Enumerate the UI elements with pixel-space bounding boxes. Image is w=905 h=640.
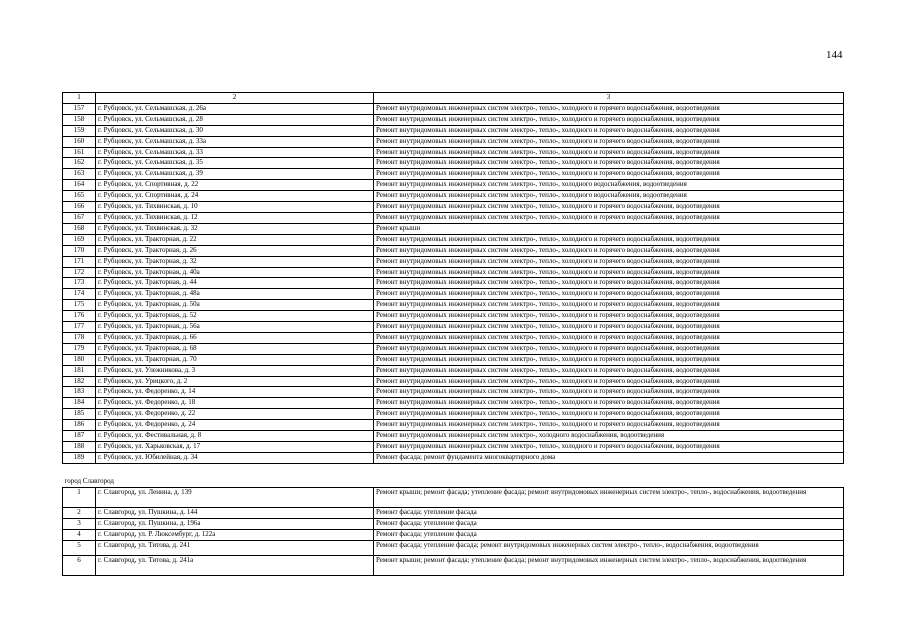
row-work: Ремонт крыши; ремонт фасада; утепление фасада; ремонт внутридомовых инженерных систем электро-, тепло-, водоснабжения, водоотведения bbox=[374, 555, 844, 575]
row-number: 173 bbox=[63, 278, 96, 289]
row-work: Ремонт внутридомовых инженерных систем электро-, тепло-, холодного и горячего водоснабжения, водоотведения bbox=[374, 409, 844, 420]
row-address: г. Рубцовск, ул. Тихвинская, д. 10 bbox=[96, 202, 374, 213]
row-number: 164 bbox=[63, 180, 96, 191]
page-number: 144 bbox=[826, 49, 843, 61]
row-work: Ремонт внутридомовых инженерных систем электро-, тепло-, холодного и горячего водоснабжения, водоотведения bbox=[374, 387, 844, 398]
row-number: 181 bbox=[63, 365, 96, 376]
row-work: Ремонт внутридомовых инженерных систем электро-, тепло-, холодного и горячего водоснабжения, водоотведения bbox=[374, 376, 844, 387]
row-address: г. Рубцовск, ул. Сельмашская, д. 26а bbox=[96, 103, 374, 114]
row-number: 2 bbox=[63, 507, 96, 518]
row-work: Ремонт внутридомовых инженерных систем электро-, тепло-, холодного и горячего водоснабжения, водоотведения bbox=[374, 343, 844, 354]
row-number: 174 bbox=[63, 289, 96, 300]
row-work: Ремонт внутридомовых инженерных систем электро-, тепло-, холодного и горячего водоснабжения, водоотведения bbox=[374, 300, 844, 311]
row-work: Ремонт внутридомовых инженерных систем электро-, тепло-, холодного и горячего водоснабжения, водоотведения bbox=[374, 278, 844, 289]
table-row bbox=[63, 420, 844, 431]
row-number: 167 bbox=[63, 212, 96, 223]
row-work: Ремонт внутридомовых инженерных систем электро-, тепло-, холодного и горячего водоснабжения, водоотведения bbox=[374, 398, 844, 409]
row-address: г. Рубцовск, ул. Тракторная, д. 68 bbox=[96, 343, 374, 354]
row-work: Ремонт внутридомовых инженерных систем электро-, тепло-, холодного водоснабжения, водоотведения bbox=[374, 191, 844, 202]
row-work: Ремонт крыши; ремонт фасада; утепление фасада; ремонт внутридомовых инженерных систем электро-, тепло-, водоснабжения, водоотведения bbox=[374, 487, 844, 507]
row-number: 5 bbox=[63, 540, 96, 555]
row-work: Ремонт внутридомовых инженерных систем электро-, тепло-, холодного и горячего водоснабжения, водоотведения bbox=[374, 256, 844, 267]
row-number: 182 bbox=[63, 376, 96, 387]
row-number: 1 bbox=[63, 487, 96, 507]
table-row bbox=[63, 191, 844, 202]
row-address: г. Славгород, ул. Титова, д. 241 bbox=[96, 540, 374, 555]
row-address: г. Рубцовск, ул. Федоренко, д. 18 bbox=[96, 398, 374, 409]
row-number: 161 bbox=[63, 147, 96, 158]
row-address: г. Рубцовск, ул. Спортивная, д. 22 bbox=[96, 180, 374, 191]
table-row bbox=[63, 267, 844, 278]
table-row bbox=[63, 487, 844, 507]
row-address: г. Рубцовск, ул. Тихвинская, д. 12 bbox=[96, 212, 374, 223]
table-row bbox=[63, 125, 844, 136]
row-work: Ремонт внутридомовых инженерных систем электро-, тепло-, холодного и горячего водоснабжения, водоотведения bbox=[374, 420, 844, 431]
row-address: г. Рубцовск, ул. Сельмашская, д. 30 bbox=[96, 125, 374, 136]
table-row bbox=[63, 518, 844, 529]
row-address: г. Славгород, ул. Ленина, д. 139 bbox=[96, 487, 374, 507]
row-work: Ремонт фасада; утепление фасада bbox=[374, 507, 844, 518]
table-row bbox=[63, 289, 844, 300]
row-address: г. Рубцовск, ул. Тракторная, д. 48а bbox=[96, 289, 374, 300]
row-address: г. Рубцовск, ул. Фестивальная, д. 8 bbox=[96, 431, 374, 442]
row-address: г. Славгород, ул. Пушкина, д. 196а bbox=[96, 518, 374, 529]
row-address: г. Рубцовск, ул. Федоренко, д. 14 bbox=[96, 387, 374, 398]
row-address: г. Рубцовск, ул. Урицкого, д. 2 bbox=[96, 376, 374, 387]
row-work: Ремонт фасада; утепление фасада bbox=[374, 529, 844, 540]
row-address: г. Рубцовск, ул. Сельмашская, д. 33 bbox=[96, 147, 374, 158]
row-address: г. Славгород, ул. Пушкина, д. 144 bbox=[96, 507, 374, 518]
row-address: г. Рубцовск, ул. Тракторная, д. 32 bbox=[96, 256, 374, 267]
section-heading: город Славгород bbox=[64, 476, 114, 485]
table-row bbox=[63, 452, 844, 463]
row-work: Ремонт фасада; утепление фасада; ремонт внутридомовых инженерных систем электро-, тепло-, водоснабжения, водоотведения bbox=[374, 540, 844, 555]
row-work: Ремонт внутридомовых инженерных систем электро-, тепло-, холодного и горячего водоснабжения, водоотведения bbox=[374, 114, 844, 125]
row-work: Ремонт внутридомовых инженерных систем электро-, тепло-, холодного и горячего водоснабжения, водоотведения bbox=[374, 158, 844, 169]
row-number: 187 bbox=[63, 431, 96, 442]
table-row bbox=[63, 158, 844, 169]
row-number: 177 bbox=[63, 322, 96, 333]
row-number: 3 bbox=[63, 518, 96, 529]
table-row bbox=[63, 555, 844, 575]
row-work: Ремонт внутридомовых инженерных систем электро-, тепло-, холодного и горячего водоснабжения, водоотведения bbox=[374, 234, 844, 245]
table-row bbox=[63, 343, 844, 354]
row-address: г. Рубцовск, ул. Федоренко, д. 24 bbox=[96, 420, 374, 431]
row-address: г. Рубцовск, ул. Харьковская, д. 17 bbox=[96, 442, 374, 453]
table-header-row bbox=[63, 93, 844, 104]
row-number: 168 bbox=[63, 223, 96, 234]
row-number: 6 bbox=[63, 555, 96, 575]
table-row bbox=[63, 136, 844, 147]
row-work: Ремонт внутридомовых инженерных систем электро-, тепло-, холодного и горячего водоснабжения, водоотведения bbox=[374, 311, 844, 322]
row-number: 176 bbox=[63, 311, 96, 322]
row-address: г. Рубцовск, ул. Тракторная, д. 56а bbox=[96, 322, 374, 333]
row-number: 185 bbox=[63, 409, 96, 420]
table-row bbox=[63, 103, 844, 114]
row-work: Ремонт крыши bbox=[374, 223, 844, 234]
row-address: г. Рубцовск, ул. Федоренко, д. 22 bbox=[96, 409, 374, 420]
table-row bbox=[63, 223, 844, 234]
row-address: г. Рубцовск, ул. Тракторная, д. 44 bbox=[96, 278, 374, 289]
table-row bbox=[63, 354, 844, 365]
row-address: г. Рубцовск, ул. Тракторная, д. 66 bbox=[96, 332, 374, 343]
repair-table bbox=[62, 92, 844, 576]
row-address: г. Славгород, ул. Титова, д. 241а bbox=[96, 555, 374, 575]
table-row bbox=[63, 442, 844, 453]
row-work: Ремонт внутридомовых инженерных систем электро-, тепло-, холодного и горячего водоснабжения, водоотведения bbox=[374, 245, 844, 256]
row-work: Ремонт внутридомовых инженерных систем электро-, тепло-, холодного и горячего водоснабжения, водоотведения bbox=[374, 136, 844, 147]
row-number: 180 bbox=[63, 354, 96, 365]
header-col-1: 1 bbox=[63, 93, 96, 104]
row-work: Ремонт внутридомовых инженерных систем электро-, тепло-, холодного и горячего водоснабжения, водоотведения bbox=[374, 332, 844, 343]
row-address: г. Рубцовск, ул. Спортивная, д. 24 bbox=[96, 191, 374, 202]
row-number: 171 bbox=[63, 256, 96, 267]
row-address: г. Рубцовск, ул. Сельмашская, д. 35 bbox=[96, 158, 374, 169]
row-work: Ремонт внутридомовых инженерных систем электро-, тепло-, холодного и горячего водоснабжения, водоотведения bbox=[374, 354, 844, 365]
repair-table-body bbox=[63, 93, 844, 576]
row-address: г. Рубцовск, ул. Тракторная, д. 52 bbox=[96, 311, 374, 322]
row-address: г. Рубцовск, ул. Тракторная, д. 26 bbox=[96, 245, 374, 256]
table-row bbox=[63, 409, 844, 420]
row-work: Ремонт внутридомовых инженерных систем электро-, тепло-, холодного и горячего водоснабжения, водоотведения bbox=[374, 202, 844, 213]
row-number: 159 bbox=[63, 125, 96, 136]
row-work: Ремонт внутридомовых инженерных систем электро-, тепло-, холодного и горячего водоснабжения, водоотведения bbox=[374, 212, 844, 223]
row-address: г. Рубцовск, ул. Улежникова, д. 3 bbox=[96, 365, 374, 376]
row-work: Ремонт внутридомовых инженерных систем электро-, тепло-, холодного и горячего водоснабжения, водоотведения bbox=[374, 169, 844, 180]
table-row bbox=[63, 202, 844, 213]
row-number: 158 bbox=[63, 114, 96, 125]
table-row bbox=[63, 398, 844, 409]
row-number: 169 bbox=[63, 234, 96, 245]
table-row bbox=[63, 234, 844, 245]
header-col-3: 3 bbox=[374, 93, 844, 104]
row-address: г. Рубцовск, ул. Сельмашская, д. 39 bbox=[96, 169, 374, 180]
row-work: Ремонт внутридомовых инженерных систем электро-, тепло-, холодного и горячего водоснабжения, водоотведения bbox=[374, 103, 844, 114]
table-row bbox=[63, 114, 844, 125]
row-work: Ремонт внутридомовых инженерных систем электро-, тепло-, холодного и горячего водоснабжения, водоотведения bbox=[374, 125, 844, 136]
section-heading-row bbox=[63, 463, 844, 487]
table-row bbox=[63, 147, 844, 158]
row-number: 160 bbox=[63, 136, 96, 147]
row-number: 163 bbox=[63, 169, 96, 180]
row-number: 165 bbox=[63, 191, 96, 202]
row-address: г. Рубцовск, ул. Тракторная, д. 50а bbox=[96, 300, 374, 311]
table-row bbox=[63, 332, 844, 343]
table-row bbox=[63, 245, 844, 256]
row-address: г. Рубцовск, ул. Сельмашская, д. 28 bbox=[96, 114, 374, 125]
table-row bbox=[63, 387, 844, 398]
row-number: 184 bbox=[63, 398, 96, 409]
table-row bbox=[63, 212, 844, 223]
row-number: 162 bbox=[63, 158, 96, 169]
row-number: 189 bbox=[63, 452, 96, 463]
table-row bbox=[63, 256, 844, 267]
row-address: г. Рубцовск, ул. Тракторная, д. 70 bbox=[96, 354, 374, 365]
table-row bbox=[63, 376, 844, 387]
row-number: 188 bbox=[63, 442, 96, 453]
row-work: Ремонт внутридомовых инженерных систем электро-, тепло-, холодного водоснабжения, водоотведения bbox=[374, 180, 844, 191]
table-row bbox=[63, 169, 844, 180]
row-work: Ремонт внутридомовых инженерных систем электро-, тепло-, холодного и горячего водоснабжения, водоотведения bbox=[374, 289, 844, 300]
table-row bbox=[63, 180, 844, 191]
row-number: 183 bbox=[63, 387, 96, 398]
header-col-2: 2 bbox=[96, 93, 374, 104]
row-address: г. Рубцовск, ул. Тракторная, д. 40а bbox=[96, 267, 374, 278]
row-number: 157 bbox=[63, 103, 96, 114]
row-address: г. Рубцовск, ул. Сельмашская, д. 33а bbox=[96, 136, 374, 147]
table-row bbox=[63, 529, 844, 540]
row-address: г. Славгород, ул. Р. Люксембург, д. 122а bbox=[96, 529, 374, 540]
row-work: Ремонт внутридомовых инженерных систем электро-, тепло-, холодного и горячего водоснабжения, водоотведения bbox=[374, 267, 844, 278]
table-row bbox=[63, 278, 844, 289]
table-row bbox=[63, 431, 844, 442]
row-work: Ремонт внутридомовых инженерных систем электро-, тепло-, холодного и горячего водоснабжения, водоотведения bbox=[374, 147, 844, 158]
row-number: 172 bbox=[63, 267, 96, 278]
row-work: Ремонт внутридомовых инженерных систем электро-, тепло-, холодного и горячего водоснабжения, водоотведения bbox=[374, 442, 844, 453]
row-number: 175 bbox=[63, 300, 96, 311]
row-work: Ремонт внутридомовых инженерных систем электро-, холодного водоснабжения, водоотведения bbox=[374, 431, 844, 442]
row-work: Ремонт внутридомовых инженерных систем электро-, тепло-, холодного и горячего водоснабжения, водоотведения bbox=[374, 322, 844, 333]
row-number: 4 bbox=[63, 529, 96, 540]
row-number: 186 bbox=[63, 420, 96, 431]
row-work: Ремонт фасада; утепление фасада bbox=[374, 518, 844, 529]
row-number: 178 bbox=[63, 332, 96, 343]
row-number: 179 bbox=[63, 343, 96, 354]
row-address: г. Рубцовск, ул. Тихвинская, д. 32 bbox=[96, 223, 374, 234]
row-work: Ремонт фасада; ремонт фундамента многоквартирного дома bbox=[374, 452, 844, 463]
row-work: Ремонт внутридомовых инженерных систем электро-, тепло-, холодного и горячего водоснабжения, водоотведения bbox=[374, 365, 844, 376]
table-row bbox=[63, 311, 844, 322]
table-row bbox=[63, 365, 844, 376]
row-address: г. Рубцовск, ул. Тракторная, д. 22 bbox=[96, 234, 374, 245]
row-address: г. Рубцовск, ул. Юбилейная, д. 34 bbox=[96, 452, 374, 463]
table-row bbox=[63, 300, 844, 311]
row-number: 170 bbox=[63, 245, 96, 256]
row-number: 166 bbox=[63, 202, 96, 213]
table-row bbox=[63, 322, 844, 333]
table-row bbox=[63, 540, 844, 555]
table-row bbox=[63, 507, 844, 518]
